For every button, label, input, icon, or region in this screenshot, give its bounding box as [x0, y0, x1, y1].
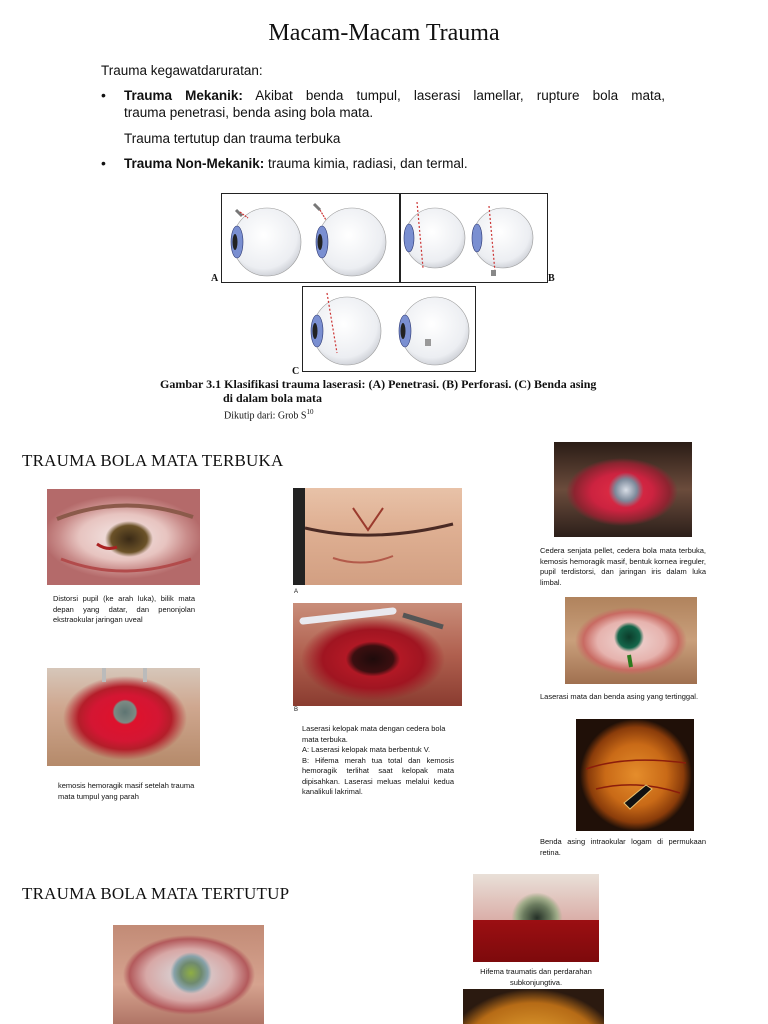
- photo-benda-asing-overlay: [565, 597, 697, 684]
- eye-diagram-benda-asing: [303, 287, 475, 371]
- bullet-mekanik-text: Akibat benda tumpul, laserasi lamellar, rupture bola mata,: [242, 88, 665, 103]
- bullet-mekanik-label: Trauma Mekanik:: [124, 88, 243, 103]
- caption-distorsi: Distorsi pupil (ke arah luka), bilik mata depan yang datar, dan penonjolan ekstraokular jaringan uveal: [53, 594, 195, 624]
- photo-laserasi-b-overlay: [293, 603, 462, 706]
- figure-panel-c: [302, 286, 476, 372]
- photo-distorsi-pupil-overlay: [47, 489, 200, 585]
- caption-kemosis: kemosis hemoragik masif setelah trauma mata tumpul yang parah: [58, 781, 195, 801]
- photo-label-b: B: [294, 707, 299, 713]
- caption-hifema: Hifema traumatis dan perdarahan subkonjungtiva.: [480, 967, 592, 987]
- bullet-non-mekanik-text: trauma kimia, radiasi, dan termal.: [264, 156, 468, 171]
- photo-laserasi-kelopak-a: [293, 488, 462, 585]
- figure-source-sup: 10: [306, 408, 314, 416]
- photo-laserasi-kelopak-b: [293, 603, 462, 706]
- photo-label-a: A: [294, 589, 299, 595]
- figure-caption-line-1: Gambar 3.1 Klasifikasi trauma laserasi: (A) Penetrasi. (B) Perforasi. (C) Benda asing: [160, 377, 597, 391]
- photo-trauma-tertutup: [113, 925, 264, 1024]
- photo-hifema-traumatis: [473, 874, 599, 962]
- section-heading-closed: TRAUMA BOLA MATA TERTUTUP: [22, 884, 290, 903]
- bullet-marker: •: [101, 87, 106, 103]
- intro-text: Trauma kegawatdaruratan:: [101, 63, 263, 78]
- caption-laserasi-kelopak-3: B: Hifema merah tua total dan kemosis hemoragik terlihat saat kelopak mata dipisahkan. Laserasi meluas melalui kedua kanalikuli lakrimal.: [302, 755, 454, 796]
- eye-diagram-perforasi: [401, 194, 547, 282]
- bullet-non-mekanik: [124, 155, 468, 172]
- caption-laserasi-kelopak: [302, 724, 454, 798]
- section-heading-open: TRAUMA BOLA MATA TERBUKA: [22, 451, 284, 470]
- caption-laserasi-kelopak-2: A: Laserasi kelopak mata berbentuk V.: [302, 745, 431, 754]
- sub-note: Trauma tertutup dan trauma terbuka: [124, 131, 341, 146]
- caption-benda-asing-tertinggal: Laserasi mata dan benda asing yang tertinggal.: [540, 692, 699, 701]
- figure-label-b: B: [548, 273, 555, 284]
- figure-panel-a: [221, 193, 400, 283]
- bullet-mekanik: [124, 87, 665, 121]
- bullet-non-mekanik-label: Trauma Non-Mekanik:: [124, 156, 265, 171]
- caption-intraokular: Benda asing intraokular logam di permukaan retina.: [540, 837, 706, 857]
- photo-cedera-pellet: [554, 442, 692, 537]
- figure-label-a: A: [211, 273, 219, 284]
- figure-caption: [160, 377, 596, 405]
- photo-benda-asing-intraokular: [576, 719, 694, 831]
- bullet-marker: •: [101, 155, 106, 171]
- photo-distorsi-pupil: [47, 489, 200, 585]
- figure-label-c: C: [292, 366, 300, 377]
- figure-source: [224, 408, 314, 421]
- bullet-mekanik-text-2: trauma penetrasi, benda asing bola mata.: [124, 105, 374, 120]
- figure-caption-line-2: di dalam bola mata: [223, 391, 323, 405]
- caption-pellet: Cedera senjata pellet, cedera bola mata terbuka, kemosis hemoragik masif, bentuk kornea ireguler, pupil terdistorsi, dan jaringan iris dalam luka limbal.: [540, 546, 706, 587]
- photo-laserasi-a-overlay: [293, 488, 462, 585]
- photo-kemosis-hemoragik: [47, 668, 200, 766]
- photo-benda-asing-tertinggal: [565, 597, 697, 684]
- figure-source-text: Dikutip dari: Grob S: [224, 410, 307, 422]
- page-title: Macam-Macam Trauma: [268, 20, 500, 46]
- eye-diagram-penetrasi: [222, 194, 399, 282]
- photo-bawah-terpotong: [463, 989, 604, 1024]
- figure-panel-b: [400, 193, 548, 283]
- photo-kemosis-overlay: [47, 668, 200, 766]
- photo-retina-overlay: [576, 719, 694, 831]
- caption-laserasi-kelopak-1: Laserasi kelopak mata dengan cedera bola mata terbuka.: [302, 724, 446, 744]
